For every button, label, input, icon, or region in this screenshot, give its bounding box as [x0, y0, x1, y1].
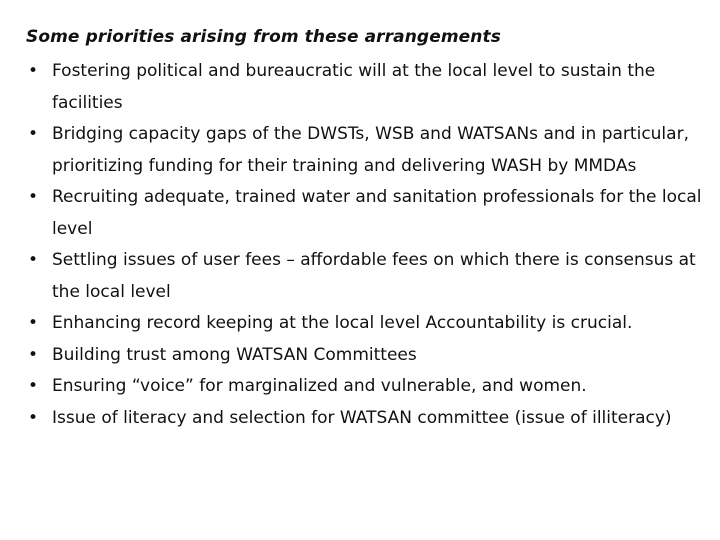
slide-heading: Some priorities arising from these arrangements [26, 27, 501, 47]
list-item-text: Fostering political and bureaucratic will at the local level to sustain the facilities [52, 61, 656, 113]
bullet-icon: • [27, 124, 39, 144]
bullet-icon: • [27, 250, 39, 270]
bullet-icon: • [27, 187, 39, 207]
list-item [26, 119, 706, 182]
bullet-icon: • [27, 313, 39, 333]
list-item-text: Settling issues of user fees – affordable fees on which there is consensus at the local level [52, 250, 696, 302]
list-item-text: Ensuring “voice” for marginalized and vulnerable, and women. [52, 376, 587, 396]
list-item-text: Issue of literacy and selection for WATSAN committee (issue of illiteracy) [52, 407, 672, 428]
list-item [26, 56, 706, 119]
bullet-icon: • [27, 376, 39, 396]
list-item-text: Building trust among WATSAN Committees [52, 344, 417, 365]
list-item [26, 340, 706, 372]
bullet-icon: • [27, 61, 39, 81]
list-item [26, 245, 706, 308]
list-item [26, 403, 706, 435]
list-item [26, 371, 706, 403]
list-item-text: Recruiting adequate, trained water and sanitation professionals for the local level [52, 187, 702, 239]
list-item [26, 308, 706, 340]
list-item-text: Enhancing record keeping at the local level Accountability is crucial. [52, 313, 633, 333]
list-item [26, 182, 706, 245]
list-item-text: Bridging capacity gaps of the DWSTs, WSB and WATSANs and in particular, prioritizing funding for their training and delivering WASH by MMDAs [52, 124, 689, 176]
priority-list [26, 56, 706, 434]
bullet-icon: • [27, 344, 39, 365]
bullet-icon: • [27, 407, 39, 428]
